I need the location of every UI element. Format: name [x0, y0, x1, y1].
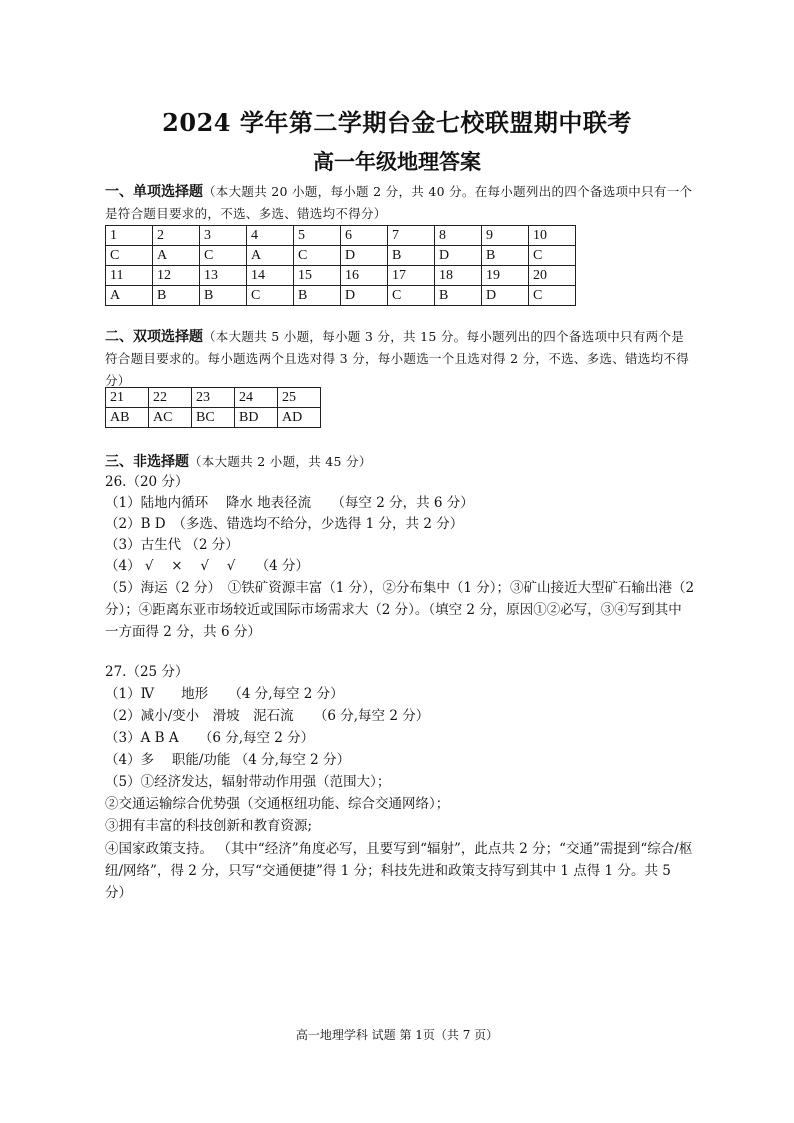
table-cell: BD	[235, 408, 278, 428]
table-cell: AC	[149, 408, 192, 428]
table-cell: 24	[235, 388, 278, 408]
q27-answer-8: ④国家政策支持。 （其中“经济”角度必写，且要写到“辐射”，此点共 2 分；“交通”需提到“综合/枢纽/网络”，得 2 分，只写“交通便捷”得 1 分；科技先进和政策支持写到其中 1 点得 1 分。共 5 分）	[105, 841, 693, 901]
table-cell: 5	[294, 226, 341, 246]
table-cell: BC	[192, 408, 235, 428]
table-cell: D	[435, 246, 482, 266]
table-cell: D	[341, 286, 388, 306]
table-cell: 10	[529, 226, 576, 246]
table-cell: C	[529, 246, 576, 266]
table-cell: C	[294, 246, 341, 266]
table-row	[106, 388, 321, 408]
table-cell: 17	[388, 266, 435, 286]
section3-intro	[105, 451, 695, 473]
table-row	[106, 226, 576, 246]
table-cell: AB	[106, 408, 149, 428]
table-row	[106, 246, 576, 266]
table-cell: AD	[278, 408, 321, 428]
table-cell: B	[294, 286, 341, 306]
table-cell: C	[247, 286, 294, 306]
q26-answer-2: （2）B D （多选、错选均不给分，少选得 1 分，共 2 分）	[105, 516, 464, 532]
table-row	[106, 286, 576, 306]
table-cell: 20	[529, 266, 576, 286]
table-cell: 12	[153, 266, 200, 286]
table-cell: A	[247, 246, 294, 266]
table-cell: C	[200, 246, 247, 266]
page-footer: 高一地理学科 试题 第 1页（共 7 页）	[295, 1028, 499, 1042]
q27-answer-1: （1）Ⅳ 地形 （4 分,每空 2 分）	[105, 686, 344, 702]
table-cell: 1	[106, 226, 153, 246]
table-cell: 13	[200, 266, 247, 286]
page-title: 2024 学年第二学期台金七校联盟期中联考	[162, 108, 632, 137]
q27-answer-6: ②交通运输综合优势强（交通枢纽功能、综合交通网络）；	[105, 796, 450, 812]
table-cell: D	[341, 246, 388, 266]
table-cell: 22	[149, 388, 192, 408]
table-cell: 19	[482, 266, 529, 286]
q27-answer-3: （3）A B A （6 分,每空 2 分）	[105, 730, 315, 746]
section1-intro	[105, 181, 695, 225]
table-cell: C	[388, 286, 435, 306]
table-cell: 11	[106, 266, 153, 286]
q27-answer-4: （4）多 职能/功能 （4 分,每空 2 分）	[105, 752, 351, 768]
table-cell: 14	[247, 266, 294, 286]
q27-answer-5: （5）①经济发达，辐射带动作用强（范围大）；	[105, 774, 391, 790]
q26-answer-3: （3）古生代 （2 分）	[105, 537, 239, 553]
table-cell: A	[106, 286, 153, 306]
q26-answer-4: （4） √ × √ √ （4 分）	[105, 558, 310, 574]
table-cell: B	[200, 286, 247, 306]
table-cell: 4	[247, 226, 294, 246]
section1-heading: 一、单项选择题	[105, 184, 203, 200]
table-cell: 3	[200, 226, 247, 246]
table-row	[106, 408, 321, 428]
table-cell: C	[529, 286, 576, 306]
table-cell: B	[435, 286, 482, 306]
table-cell: A	[153, 246, 200, 266]
table-cell: 23	[192, 388, 235, 408]
section1-note: （本大题共 20 小题，每小题 2 分，共 40 分。在每小题列出的四个备选项中只有一个是符合题目要求的，不选、多选、错选均不得分）	[105, 184, 693, 221]
table-cell: 25	[278, 388, 321, 408]
q26-answer-5: （5）海运（2 分） ①铁矿资源丰富（1 分），②分布集中（1 分）；③矿山接近大型矿石输出港（2 分）；④距离东亚市场较近或国际市场需求大（2 分）。（填空 2 分，原因①②必写，③④写到其中一方面得 2 分，共 6 分）	[105, 580, 695, 640]
table-cell: D	[482, 286, 529, 306]
section2-note: （本大题共 5 小题，每小题 3 分，共 15 分。每小题列出的四个备选项中只有两个是符合题目要求的。每小题选两个且选对得 3 分，每小题选一个且选对得 2 分，不选、多选、错选均不得分）	[105, 329, 690, 388]
q26-answer-1: （1）陆地内循环 降水 地表径流 （每空 2 分，共 6 分）	[105, 495, 474, 511]
q27-heading: 27.（25 分）	[105, 664, 189, 680]
section2-answer-table	[105, 387, 321, 428]
table-cell: 6	[341, 226, 388, 246]
section3-heading: 三、非选择题	[105, 454, 189, 470]
table-cell: C	[106, 246, 153, 266]
q27-answer-7: ③拥有丰富的科技创新和教育资源;	[105, 818, 313, 834]
table-cell: 18	[435, 266, 482, 286]
page-subtitle: 高一年级地理答案	[313, 149, 481, 174]
section2-intro	[105, 326, 695, 392]
q27-answer-2: （2）减小/变小 滑坡 泥石流 （6 分,每空 2 分）	[105, 708, 430, 724]
table-cell: 9	[482, 226, 529, 246]
table-cell: 7	[388, 226, 435, 246]
section2-heading: 二、双项选择题	[105, 329, 203, 345]
table-row	[106, 266, 576, 286]
table-cell: B	[482, 246, 529, 266]
table-cell: 21	[106, 388, 149, 408]
section1-answer-table	[105, 225, 576, 306]
table-cell: B	[153, 286, 200, 306]
table-cell: B	[388, 246, 435, 266]
q26-heading: 26.（20 分）	[105, 474, 189, 490]
table-cell: 15	[294, 266, 341, 286]
section3-note: （本大题共 2 小题，共 45 分）	[189, 454, 372, 469]
table-cell: 2	[153, 226, 200, 246]
table-cell: 16	[341, 266, 388, 286]
table-cell: 8	[435, 226, 482, 246]
